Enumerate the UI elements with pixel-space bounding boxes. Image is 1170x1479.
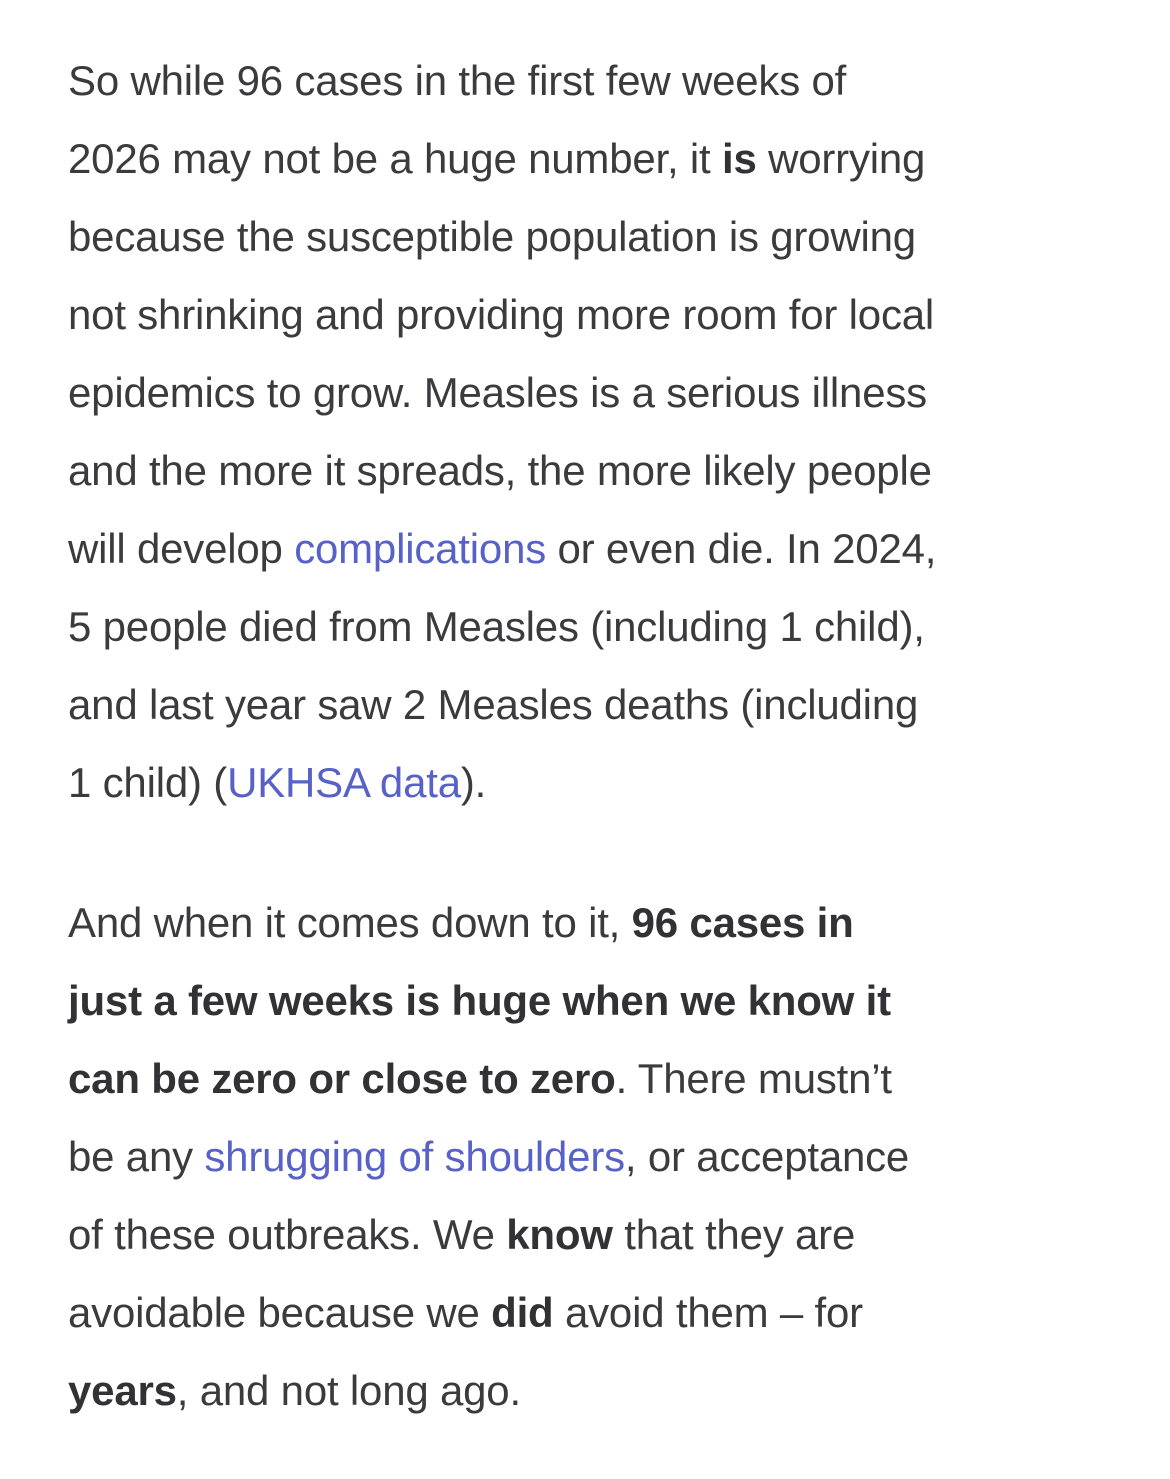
body-text: or even die. In 2024,	[546, 525, 937, 572]
bold-text: did	[491, 1289, 554, 1336]
body-text: 5 people died from Measles (including 1 child),	[68, 603, 925, 650]
body-text: avoidable because we	[68, 1289, 492, 1336]
paragraph-96-cases-conclusion	[68, 884, 1102, 1430]
bold-text: 96 cases in	[631, 899, 854, 946]
body-text: and the more it spreads, the more likely people	[68, 447, 932, 494]
body-text: not shrinking and providing more room for local	[68, 291, 935, 338]
bold-text: just a few weeks is huge when we know it	[68, 977, 891, 1024]
body-text: epidemics to grow. Measles is a serious illness	[68, 369, 927, 416]
body-text: of these outbreaks. We	[68, 1211, 507, 1258]
body-text: . There mustn’t	[615, 1055, 892, 1102]
body-text: 1 child) (	[68, 759, 228, 806]
body-text: that they are	[612, 1211, 856, 1258]
body-text: So while 96 cases in the first few weeks of	[68, 57, 847, 104]
bold-text: is	[721, 135, 757, 182]
body-text: will develop	[68, 525, 295, 572]
bold-text: years	[68, 1367, 177, 1414]
body-text: ).	[460, 759, 487, 806]
paragraph-measles-cases-context	[68, 42, 1102, 822]
body-text: and last year saw 2 Measles deaths (including	[68, 681, 919, 728]
body-text: worrying	[756, 135, 926, 182]
body-text: And when it comes down to it,	[68, 899, 632, 946]
shrugging-of-shoulders-link[interactable]: shrugging of shoulders	[204, 1133, 625, 1180]
body-text: because the susceptible population is growing	[68, 213, 916, 260]
body-text: , or acceptance	[624, 1133, 910, 1180]
body-text: avoid them – for	[553, 1289, 863, 1336]
bold-text: know	[506, 1211, 613, 1258]
body-text: 2026 may not be a huge number, it	[68, 135, 722, 182]
ukhsa-data-link[interactable]: UKHSA data	[227, 759, 461, 806]
body-text: , and not long ago.	[176, 1367, 521, 1414]
bold-text: can be zero or close to zero	[68, 1055, 616, 1102]
complications-link[interactable]: complications	[294, 525, 547, 572]
body-text: be any	[68, 1133, 205, 1180]
